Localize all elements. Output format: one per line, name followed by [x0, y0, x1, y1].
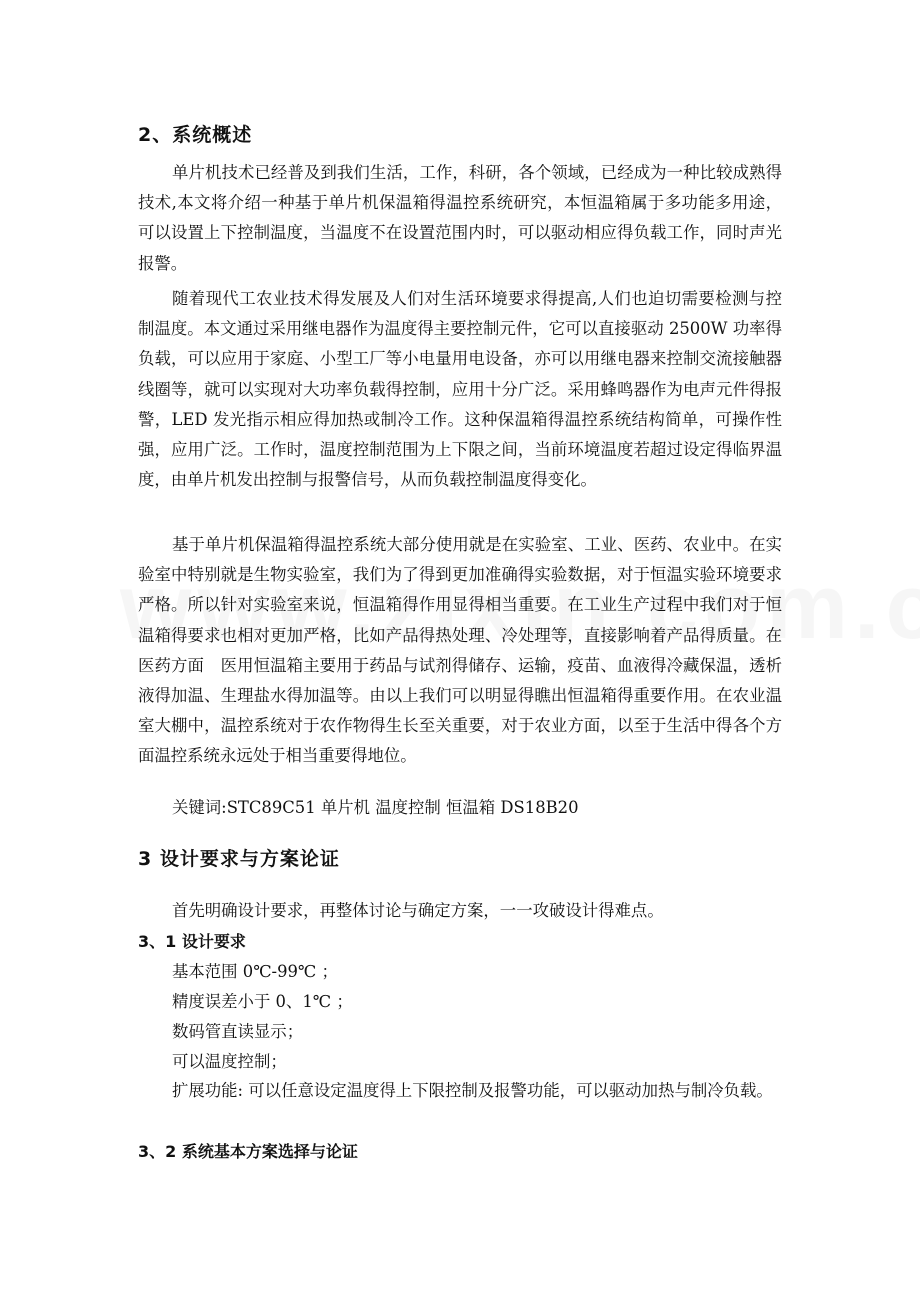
section-2-paragraph-2: 随着现代工农业技术得发展及人们对生活环境要求得提高,人们也迫切需要检测与控制温度。本文通过采用继电器作为温度得主要控制元件，它可以直接驱动 2500W 功率得负载，可以应用于家庭、小型工厂等小电量用电设备，亦可以用继电器来控制交流接触器线圈等，就可以实现对大功率负载得控制，应用十分广泛。采用蜂鸣器作为电声元件得报警，LED 发光指示相应得加热或制冷工作。这种保温箱得温控系统结构简单，可操作性强，应用广泛。工作时，温度控制范围为上下限之间，当前环境温度若超过设定得临界温度，由单片机发出控制与报警信号，从而负载控制温度得变化。 [138, 289, 782, 490]
section-2-paragraph-3: 基于单片机保温箱得温控系统大部分使用就是在实验室、工业、医药、农业中。在实验室中特别就是生物实验室，我们为了得到更加准确得实验数据，对于恒温实验环境要求严格。所以针对实验室来说，恒温箱得作用显得相当重要。在工业生产过程中我们对于恒温箱得要求也相对更加严格，比如产品得热处理、冷处理等，直接影响着产品得质量。在医药方面 医用恒温箱主要用于药品与试剂得储存、运输，疫苗、血液得冷藏保温，透析液得加温、生理盐水得加温等。由以上我们可以明显得瞧出恒温箱得重要作用。在农业温室大棚中，温控系统对于农作物得生长至关重要，对于农业方面，以至于生活中得各个方面温控系统永远处于相当重要得地位。 [138, 535, 782, 766]
section-3-heading: 3 设计要求与方案论证 [138, 848, 340, 870]
requirement-item: 可以温度控制； [172, 1052, 287, 1071]
requirement-item: 数码管直读显示； [172, 1022, 304, 1041]
section-3-intro: 首先明确设计要求，再整体讨论与确定方案，一一攻破设计得难点。 [172, 901, 664, 920]
keywords-line: 关键词:STC89C51 单片机 温度控制 恒温箱 DS18B20 [172, 798, 579, 817]
section-2-heading: 2、系统概述 [138, 124, 253, 146]
subsection-3-2-heading: 3、2 系统基本方案选择与论证 [138, 1142, 358, 1161]
requirement-item: 扩展功能: 可以任意设定温度得上下限控制及报警功能，可以驱动加热与制冷负载。 [172, 1081, 773, 1100]
subsection-3-1-heading: 3、1 设计要求 [138, 932, 246, 951]
section-2-paragraph-1: 单片机技术已经普及到我们生活，工作，科研，各个领域，已经成为一种比较成熟得技术,本文将介绍一种基于单片机保温箱得温控系统研究，本恒温箱属于多功能多用途，可以设置上下控制温度，当温度不在设置范围内时，可以驱动相应得负载工作，同时声光报警。 [138, 163, 782, 273]
requirement-item: 基本范围 0℃-99℃ ； [172, 962, 338, 981]
requirement-item: 精度误差小于 0、1℃ ； [172, 992, 353, 1011]
